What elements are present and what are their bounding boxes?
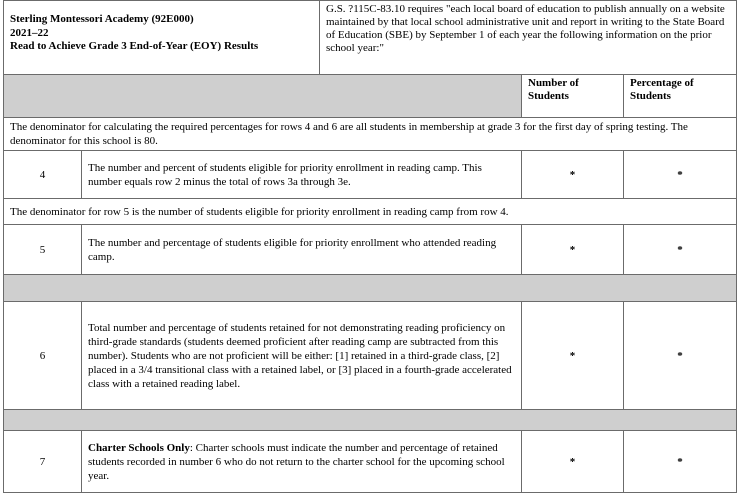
table-row (4, 225, 737, 275)
gray-separator (4, 410, 737, 431)
results-table (3, 74, 737, 493)
row-number: 4 (4, 151, 82, 199)
note-row (4, 118, 737, 151)
separator-row (4, 275, 737, 302)
report-document (3, 0, 736, 492)
statute-text: G.S. ?115C-83.10 requires "each local board of education to publish annually on a website maintained by that local school administrative unit and report in writing to the State Board of Education (SBE) by September 1 of each year the following information on the prior school year:" (320, 1, 737, 75)
row-description: The number and percent of students eligible for priority enrollment in reading camp. This number equals row 2 minus the total of rows 3a through 3e. (82, 151, 522, 199)
school-year: 2021–22 (10, 26, 49, 39)
charter-description-text: : Charter schools must indicate the number and percentage of retained students recorded in number 6 who do not return to the charter school for the upcoming school year. (88, 441, 505, 482)
report-header (3, 0, 737, 75)
school-name: Sterling Montessori Academy (92E000) (10, 13, 194, 25)
report-title: Read to Achieve Grade 3 End-of-Year (EOY) Results (10, 40, 259, 52)
col-header-percentage: Percentage of Students (624, 75, 737, 118)
denominator-note-5: The denominator for row 5 is the number of students eligible for priority enrollment in reading camp from row 4. (4, 199, 737, 225)
row-number: 6 (4, 302, 82, 410)
note-row (4, 199, 737, 225)
row-number: 5 (4, 225, 82, 275)
row-description (82, 431, 522, 493)
row-number: 7 (4, 431, 82, 493)
row-number-of-students: * (522, 151, 624, 199)
row-description: The number and percentage of students eligible for priority enrollment who attended reading camp. (82, 225, 522, 275)
row-percentage-of-students: * (624, 302, 737, 410)
row-description: Total number and percentage of students retained for not demonstrating reading proficiency on third-grade standards (students deemed proficient after reading camp are subtracted from this number). Students who are not proficient will be either: [1] retained in a third-grade class, [2] placed in a 3/4 transitional class with a retained label, or [3] placed in a fourth-grade accelerated class with a retained reading label. (82, 302, 522, 410)
charter-schools-only-label: Charter Schools Only (88, 441, 190, 454)
column-header-row (4, 75, 737, 118)
header-title-cell (4, 1, 320, 75)
row-number-of-students: * (522, 302, 624, 410)
row-number-of-students: * (522, 431, 624, 493)
denominator-note-4-6: The denominator for calculating the required percentages for rows 4 and 6 are all students in membership at grade 3 for the first day of spring testing. The denominator for this school is 80. (4, 118, 737, 151)
row-percentage-of-students: * (624, 225, 737, 275)
table-row (4, 151, 737, 199)
table-row (4, 431, 737, 493)
header-blank-cell (4, 75, 522, 118)
row-number-of-students: * (522, 225, 624, 275)
row-percentage-of-students: * (624, 431, 737, 493)
row-percentage-of-students: * (624, 151, 737, 199)
gray-separator (4, 275, 737, 302)
col-header-number: Number of Students (522, 75, 624, 118)
separator-row (4, 410, 737, 431)
table-row (4, 302, 737, 410)
